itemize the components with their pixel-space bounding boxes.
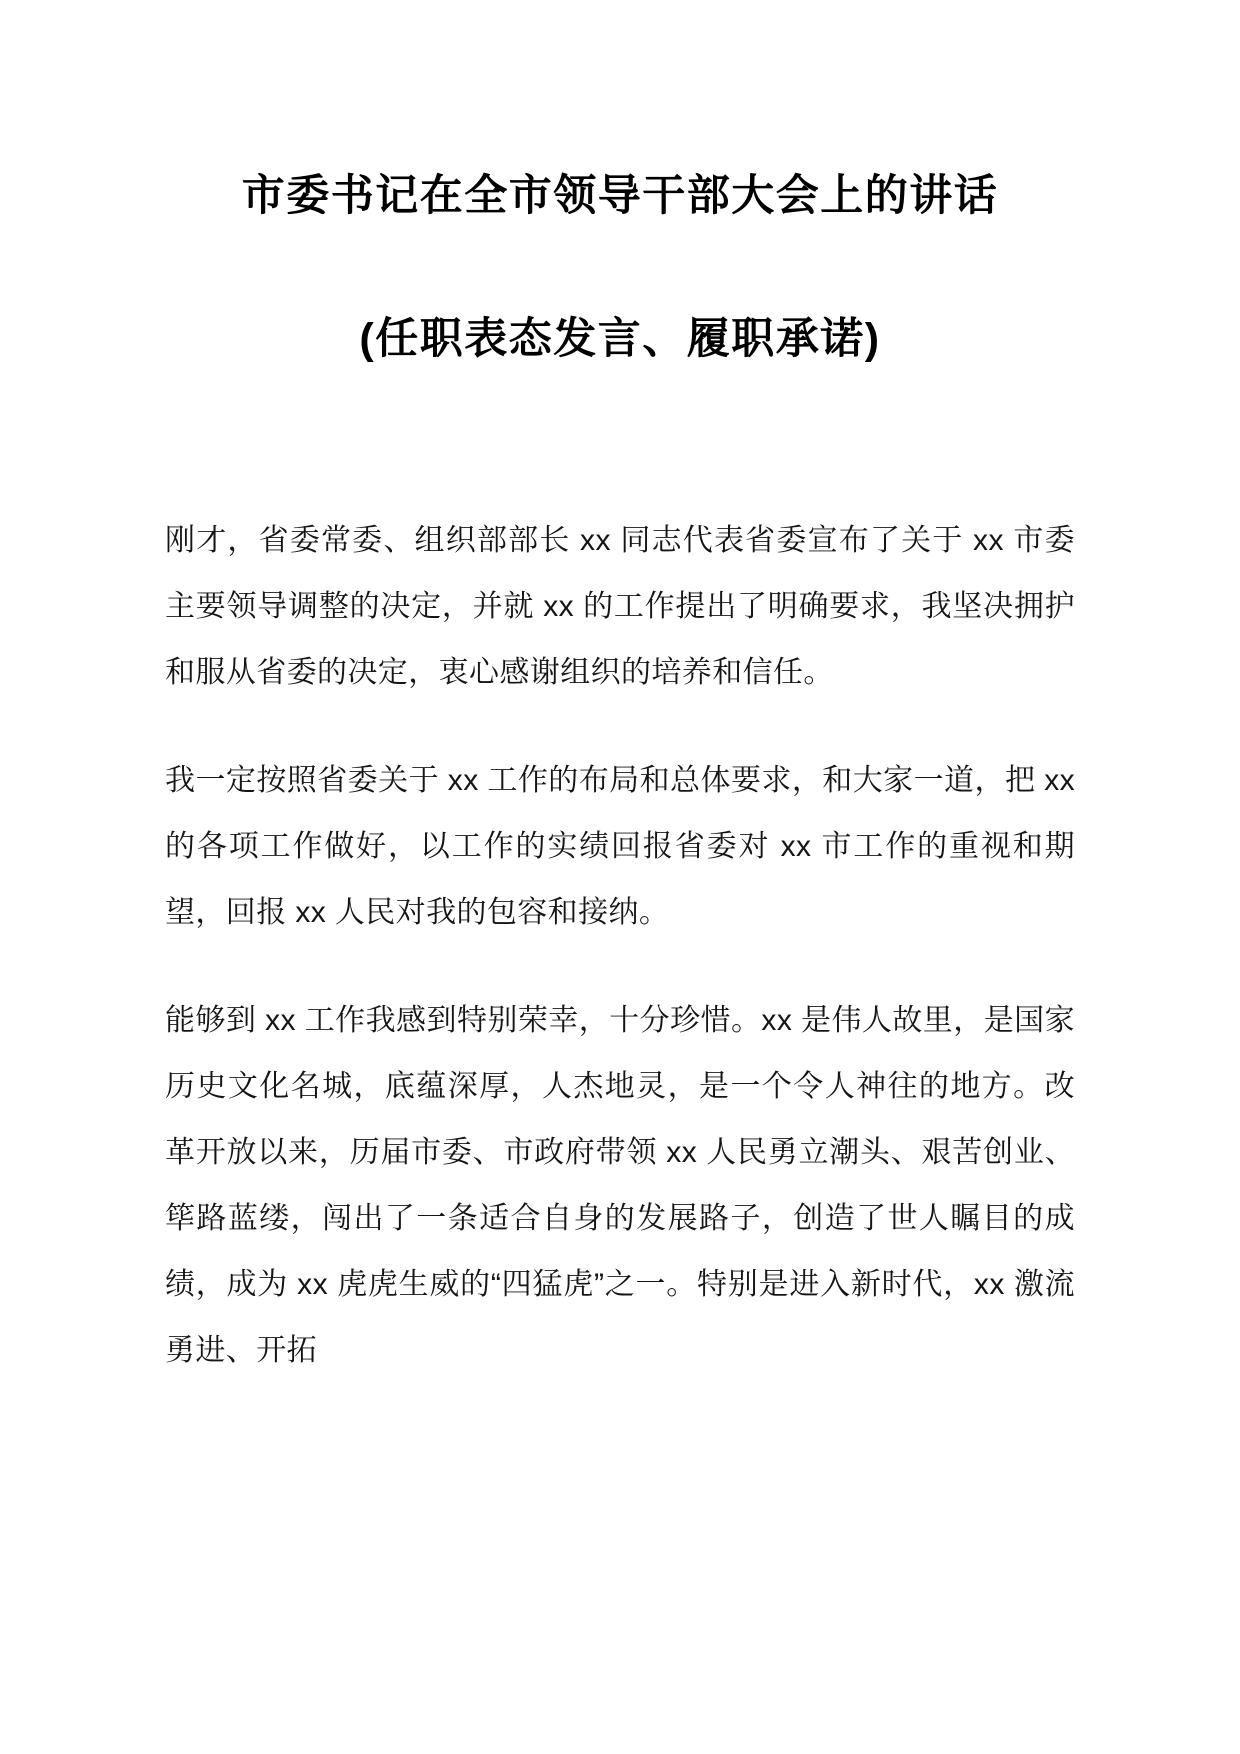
page-subtitle: (任职表态发言、履职承诺): [359, 314, 881, 363]
paragraph-3: 能够到 xx 工作我感到特别荣幸，十分珍惜。xx 是伟人故里，是国家历史文化名城，底蕴深厚，人杰地灵，是一个令人神往的地方。改革开放以来，历届市委、市政府带领 xx 人民勇立潮头、艰苦创业、筚路蓝缕，闯出了一条适合自身的发展路子，创造了世人瞩目的成绩，成为 xx 虎虎生威的“四猛虎”之一。特别是进入新时代，xx 激流勇进、开拓: [165, 1003, 1075, 1367]
paragraph-2: 我一定按照省委关于 xx 工作的布局和总体要求，和大家一道，把 xx 的各项工作做好，以工作的实绩回报省委对 xx 市工作的重视和期望，回报 xx 人民对我的包容和接纳。: [165, 763, 1075, 929]
document-content: [0, 508, 1240, 1384]
title-block: [0, 0, 1240, 368]
paragraph-1: 刚才，省委常委、组织部部长 xx 同志代表省委宣布了关于 xx 市委主要领导调整的决定，并就 xx 的工作提出了明确要求，我坚决拥护和服从省委的决定，衷心感谢组织的培养和信任。: [165, 523, 1075, 689]
page-title: 市委书记在全市领导干部大会上的讲话: [241, 172, 999, 220]
